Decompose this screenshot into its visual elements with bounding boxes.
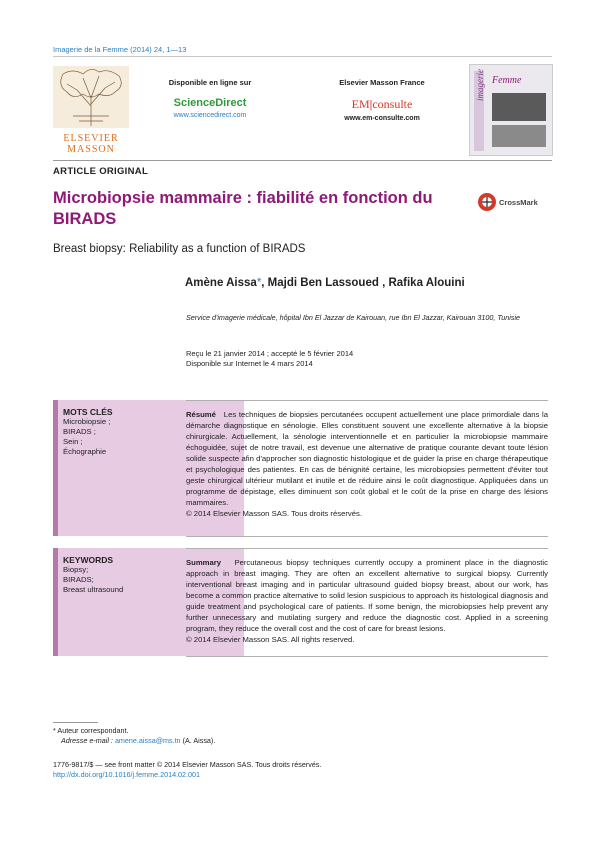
summary-text: Percutaneous biopsy techniques currently occupy a prominent place in the diagnostic approach in breast imaging. They are often an excellent alternative to surgical biopsy. Currently interventional breast imaging and in particular ultrasound guided biopsy breast, about our work, has become a common practice alternative to solid lesion suspicious to approach its histological diagnosis and guide treatment and psychological care of patients. If some benign, the microbiopsies help prevent any further unnecessary and mutilating surgery and reduce the diagnostic cost. Applied in a screening program, they reduce the overall cost and the cost of care for breast lesions. [186,558,548,633]
emconsulte-caption: Elsevier Masson France [339,78,425,87]
sciencedirect-url[interactable]: www.sciencedirect.com [173,112,247,119]
mots-cles-item: Sein ; [63,437,83,446]
resume-text: Les techniques de biopsies percutanées occupent actuellement une place primordiale dans la démarche diagnostique en sénologie. Elles constituent souvent une excellente alternative à la biopsie chirurgicale. Actuellement, la sénologie interventionnelle et en particulier la microbiopsie mammaire échoguidée, sujet de notre travail, est devenue une alternative de pratique courante devant toute lésion solide suspecte afin d'approcher son diagnostic histologique et de guider la prise en charge thérapeutique et psychologique des patientes. En cas de bénignité certaine, les microbiopsies permettent d'éviter tout geste chirurgical ultérieur mutilant et inutile et de réduire ainsi le coût diagnostique. Appliquées dans un programme de dépistage, elles diminuent son coût global et le coût de la prise en charge des lésions mammaires. [186,410,548,507]
journal-reference[interactable]: Imagerie de la Femme (2014) 24, 1—13 [53,45,187,54]
cover-title: Femme [492,75,522,86]
resume-label: Résumé [186,410,216,419]
emconsulte-brand-em: EM [351,97,370,111]
article-type: ARTICLE ORIGINAL [53,166,149,177]
sciencedirect-brand[interactable]: ScienceDirect [173,97,247,109]
emconsulte-brand-consulte: consulte [372,97,413,111]
footnote-corresponding: * Auteur correspondant. [53,726,129,735]
page-bottom-info [53,760,321,780]
doi-link[interactable]: http://dx.doi.org/10.1016/j.femme.2014.02.001 [53,770,201,779]
crossmark-icon [477,192,497,212]
author-others: , Majdi Ben Lassoued , Rafika Alouini [261,277,465,289]
resume-abstract [186,409,548,519]
corresponding-author-marker[interactable]: * [256,277,262,289]
author-1: Amène Aissa [185,277,257,289]
sciencedirect-block [150,78,270,119]
author-list [185,277,465,289]
footnote-rule [53,722,98,723]
online-date: Disponible sur Internet le 4 mars 2014 [186,359,313,368]
cover-side-text: imagerie [475,69,485,101]
tree-icon [53,66,129,128]
mots-cles-item: BIRADS ; [63,427,96,436]
keywords-item: BIRADS; [63,575,94,584]
logo-text-masson: MASSON [67,144,115,155]
affiliation: Service d'imagerie médicale, hôpital Ibn El Jazzar de Kairouan, rue Ibn El Jazzar, Kairouan 3100, Tunisie [186,313,521,322]
resume-copyright: © 2014 Elsevier Masson SAS. Tous droits réservés. [186,509,363,518]
summary-top-rule [186,548,548,549]
mots-cles-title: MOTS CLÉS [63,407,113,417]
article-subtitle: Breast biopsy: Reliability as a function of BIRADS [53,243,306,255]
emconsulte-url[interactable]: www.em-consulte.com [344,115,420,122]
resume-bottom-rule [186,536,548,537]
crossmark-badge[interactable] [477,192,549,212]
article-dates [186,349,353,369]
keywords-title: KEYWORDS [63,555,114,565]
footnote-email-suffix: (A. Aissa). [182,736,216,745]
section-divider [53,160,552,161]
mots-cles-item: Échographie [63,447,107,456]
sciencedirect-caption: Disponible en ligne sur [168,78,252,87]
received-date: Reçu le 21 janvier 2014 ; accepté le 5 février 2014 [186,349,354,358]
journal-cover-thumbnail[interactable] [469,64,553,156]
emconsulte-block [322,78,442,122]
footnote-email-link[interactable]: amene.aissa@ms.tn [114,736,181,745]
summary-label: Summary [186,558,222,567]
summary-copyright: © 2014 Elsevier Masson SAS. All rights reserved. [186,635,355,644]
header-divider [53,56,552,57]
summary-abstract [186,557,548,645]
summary-bottom-rule [186,656,548,657]
footnote-email-line [53,736,373,746]
mots-cles-item: Microbiopsie ; [63,417,111,426]
logo-text-elsevier: ELSEVIER [63,133,119,144]
issn-line: 1776-9817/$ — see front matter © 2014 Elsevier Masson SAS. Tous droits réservés. [53,760,322,769]
elsevier-masson-logo [53,66,129,155]
article-title: Microbiopsie mammaire : fiabilité en fonction du BIRADS [53,189,433,228]
resume-top-rule [186,400,548,401]
footnote-email-label: Adresse e-mail : [61,736,113,745]
keywords-item: Biopsy; [63,565,89,574]
footnote [53,726,373,746]
emconsulte-brand[interactable]: EM|consulte [351,97,413,111]
crossmark-label: CrossMark [499,198,538,207]
keywords-item: Breast ultrasound [63,585,124,594]
